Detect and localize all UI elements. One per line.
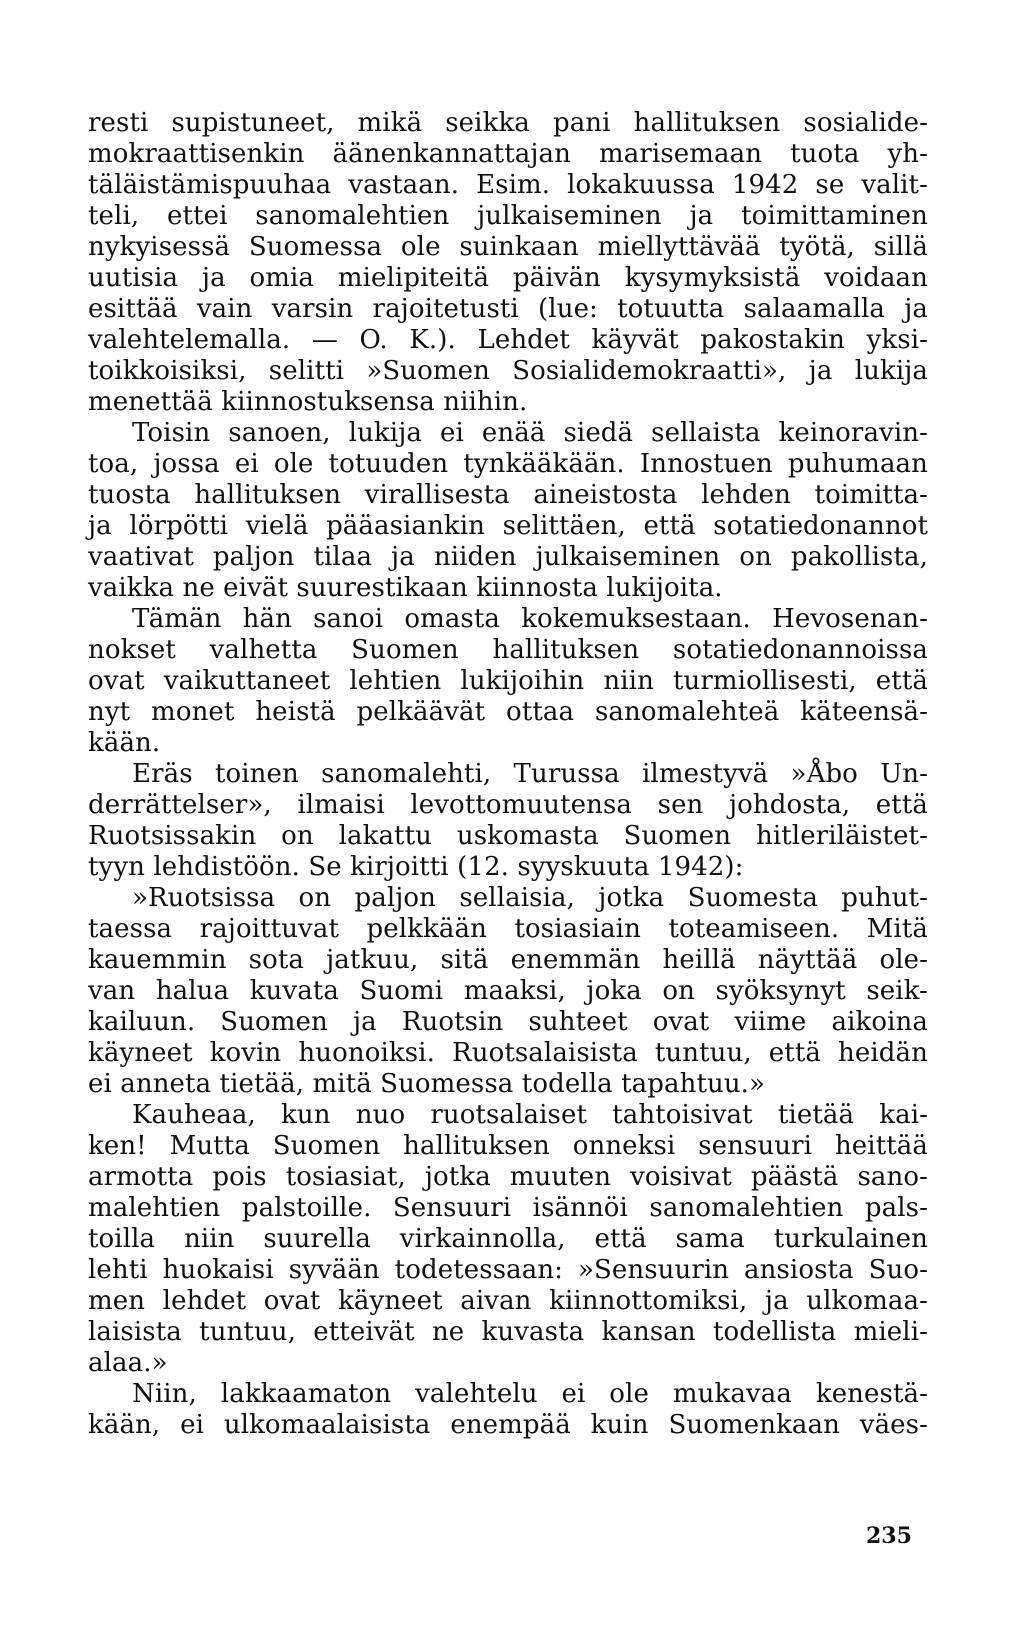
text-line: taessa rajoittuvat pelkkään tosiasiain toteamiseen. Mitä [88, 914, 928, 944]
text-line: toa, jossa ei ole totuuden tynkääkään. Innostuen puhumaan [88, 449, 928, 479]
text-line: Kauheaa, kun nuo ruotsalaiset tahtoisivat tietää kai- [132, 1100, 928, 1130]
text-line: resti supistuneet, mikä seikka pani hallituksen sosialide- [88, 108, 928, 138]
text-line: tyyn lehdistöön. Se kirjoitti (12. syyskuuta 1942): [88, 852, 744, 882]
text-line: lehti huokaisi syvään todetessaan: »Sensuurin ansiosta Suo- [88, 1255, 928, 1285]
text-line: nyt monet heistä pelkäävät ottaa sanomalehteä käteensä- [88, 697, 928, 727]
page-number: 235 [866, 1523, 912, 1549]
text-line: menettää kiinnostuksensa niihin. [88, 387, 528, 417]
text-line: ovat vaikuttaneet lehtien lukijoihin niin turmiollisesti, että [88, 666, 928, 696]
text-line: kään, ei ulkomaalaisista enempää kuin Suomenkaan väes- [88, 1410, 928, 1440]
text-line: nykyisessä Suomessa ole suinkaan miellyttävää työtä, sillä [88, 232, 928, 262]
book-page-text [88, 108, 928, 1441]
text-line: Ruotsissakin on lakattu uskomasta Suomen hitleriläistet- [88, 821, 928, 851]
text-line: Niin, lakkaamaton valehtelu ei ole mukavaa kenestä- [132, 1379, 928, 1409]
text-line: uutisia ja omia mielipiteitä päivän kysymyksistä voidaan [88, 263, 928, 293]
text-line: vaativat paljon tilaa ja niiden julkaiseminen on pakollista, [88, 542, 928, 572]
text-line: derrättelser», ilmaisi levottomuutensa sen johdosta, että [88, 790, 928, 820]
text-line: armotta pois tosiasiat, jotka muuten voisivat päästä sano- [88, 1162, 928, 1192]
text-line: alaa.» [88, 1348, 168, 1378]
text-line: esittää vain varsin rajoitetusti (lue: totuutta salaamalla ja [88, 294, 928, 324]
text-line: Toisin sanoen, lukija ei enää siedä sellaista keinoravin- [132, 418, 928, 448]
text-line: malehtien palstoille. Sensuuri isännöi sanomalehtien pals- [88, 1193, 928, 1223]
text-line: nokset valhetta Suomen hallituksen sotatiedonannoissa [88, 635, 928, 665]
text-line: valehtelemalla. — O. K.). Lehdet käyvät pakostakin yksi- [88, 325, 928, 355]
text-line: kauemmin sota jatkuu, sitä enemmän heillä näyttää ole- [88, 945, 928, 975]
text-line: ei anneta tietää, mitä Suomessa todella tapahtuu.» [88, 1069, 766, 1099]
text-line: Tämän hän sanoi omasta kokemuksestaan. Hevosenan- [132, 604, 928, 634]
text-line: laisista tuntuu, etteivät ne kuvasta kansan todellista mieli- [88, 1317, 928, 1347]
text-line: men lehdet ovat käyneet aivan kiinnottomiksi, ja ulkomaa- [88, 1286, 928, 1316]
text-line: täläistämispuuhaa vastaan. Esim. lokakuussa 1942 se valit- [88, 170, 928, 200]
text-line: kailuun. Suomen ja Ruotsin suhteet ovat viime aikoina [88, 1007, 928, 1037]
text-line: vaikka ne eivät suurestikaan kiinnosta lukijoita. [88, 573, 723, 603]
text-line: toilla niin suurella virkainnolla, että sama turkulainen [88, 1224, 928, 1254]
text-line: teli, ettei sanomalehtien julkaiseminen ja toimittaminen [88, 201, 928, 231]
text-line: Eräs toinen sanomalehti, Turussa ilmestyvä »Åbo Un- [132, 759, 928, 789]
text-line: »Ruotsissa on paljon sellaisia, jotka Suomesta puhut- [132, 883, 928, 913]
text-line: ja lörpötti vielä pääasiankin selittäen, että sotatiedonannot [88, 511, 928, 541]
text-line: ken! Mutta Suomen hallituksen onneksi sensuuri heittää [88, 1131, 928, 1161]
text-line: mokraattisenkin äänenkannattajan marisemaan tuota yh- [88, 139, 928, 169]
text-line: käyneet kovin huonoiksi. Ruotsalaisista tuntuu, että heidän [88, 1038, 928, 1068]
text-line: toikkoisiksi, selitti »Suomen Sosialidemokraatti», ja lukija [88, 356, 928, 386]
text-line: kään. [88, 728, 161, 758]
text-line: tuosta hallituksen virallisesta aineistosta lehden toimitta- [88, 480, 928, 510]
text-line: van halua kuvata Suomi maaksi, joka on syöksynyt seik- [88, 976, 928, 1006]
